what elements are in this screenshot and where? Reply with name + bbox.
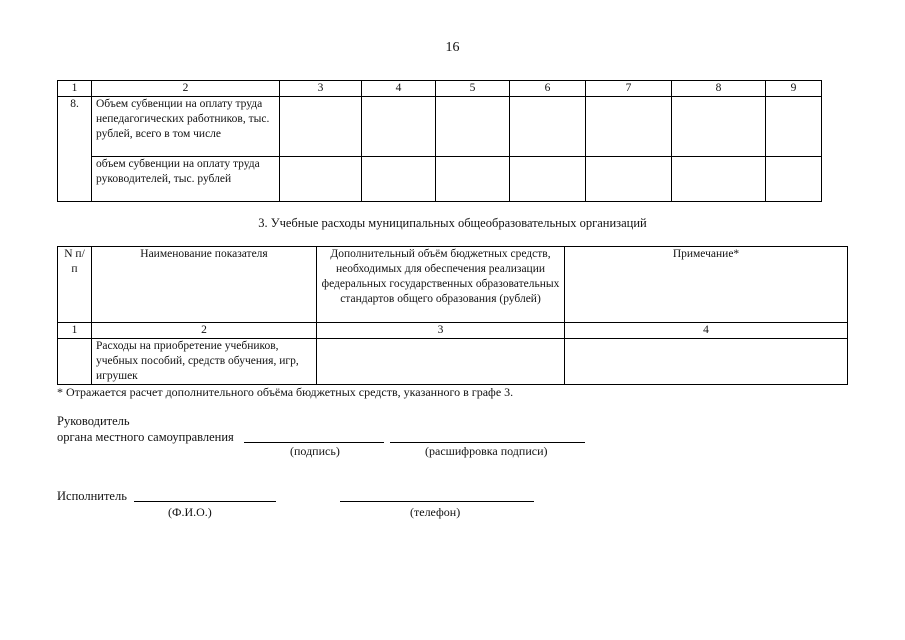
table-row xyxy=(58,157,822,202)
table-cell xyxy=(672,157,766,202)
column-header-name: Наименование показателя xyxy=(92,247,317,323)
column-header: 2 xyxy=(92,81,280,97)
table-cell xyxy=(280,157,362,202)
column-header-number: N п/п xyxy=(58,247,92,323)
row-label: объем субвенции на оплату труда руководителей, тыс. рублей xyxy=(92,157,280,202)
phone-caption: (телефон) xyxy=(410,505,461,519)
table-cell xyxy=(436,157,510,202)
column-header: 7 xyxy=(586,81,672,97)
table-cell xyxy=(672,97,766,157)
row-number: 8. xyxy=(58,97,92,202)
table-cell xyxy=(766,157,822,202)
column-number: 3 xyxy=(317,323,565,339)
page-number: 16 xyxy=(445,40,460,55)
column-header: 4 xyxy=(362,81,436,97)
fio-caption: (Ф.И.О.) xyxy=(168,505,212,519)
table-header-row xyxy=(58,247,848,323)
head-label: Руководитель xyxy=(57,414,130,428)
table-cell xyxy=(586,157,672,202)
table-cell xyxy=(586,97,672,157)
table-cell xyxy=(510,157,586,202)
column-header: 9 xyxy=(766,81,822,97)
phone-line xyxy=(340,501,534,502)
footnote: * Отражается расчет дополнительного объёма бюджетных средств, указанного в графе 3. xyxy=(57,385,514,399)
table-cell xyxy=(317,339,565,385)
column-header: 8 xyxy=(672,81,766,97)
table-header-row xyxy=(58,81,822,97)
fio-line xyxy=(134,501,276,502)
table-cell xyxy=(766,97,822,157)
table-cell xyxy=(362,97,436,157)
column-header: 6 xyxy=(510,81,586,97)
section-title: 3. Учебные расходы муниципальных общеобразовательных организаций xyxy=(258,216,647,230)
subvention-table xyxy=(57,80,822,202)
column-number: 4 xyxy=(565,323,848,339)
column-number: 1 xyxy=(58,323,92,339)
signature-decode-line xyxy=(390,442,585,443)
table-cell xyxy=(436,97,510,157)
signature-decode-caption: (расшифровка подписи) xyxy=(425,444,548,458)
column-header: 5 xyxy=(436,81,510,97)
table-cell xyxy=(362,157,436,202)
column-header: 1 xyxy=(58,81,92,97)
authority-label: органа местного самоуправления xyxy=(57,430,234,444)
column-header-note: Примечание* xyxy=(565,247,848,323)
signature-line xyxy=(244,442,384,443)
expenses-table xyxy=(57,246,848,385)
column-number: 2 xyxy=(92,323,317,339)
table-cell xyxy=(565,339,848,385)
column-header: 3 xyxy=(280,81,362,97)
table-cell xyxy=(280,97,362,157)
column-numbers-row xyxy=(58,323,848,339)
executor-label: Исполнитель xyxy=(57,489,127,503)
column-header-extra-volume: Дополнительный объём бюджетных средств, необходимых для обеспечения реализации федеральных государственных образовательных стандартов общего образования (рублей) xyxy=(317,247,565,323)
table-row xyxy=(58,97,822,157)
table-row xyxy=(58,339,848,385)
table-cell xyxy=(58,339,92,385)
signature-caption: (подпись) xyxy=(290,444,340,458)
row-label: Расходы на приобретение учебников, учебных пособий, средств обучения, игр, игрушек xyxy=(92,339,317,385)
row-label: Объем субвенции на оплату труда непедагогических работников, тыс. рублей, всего в том числе xyxy=(92,97,280,157)
table-cell xyxy=(510,97,586,157)
